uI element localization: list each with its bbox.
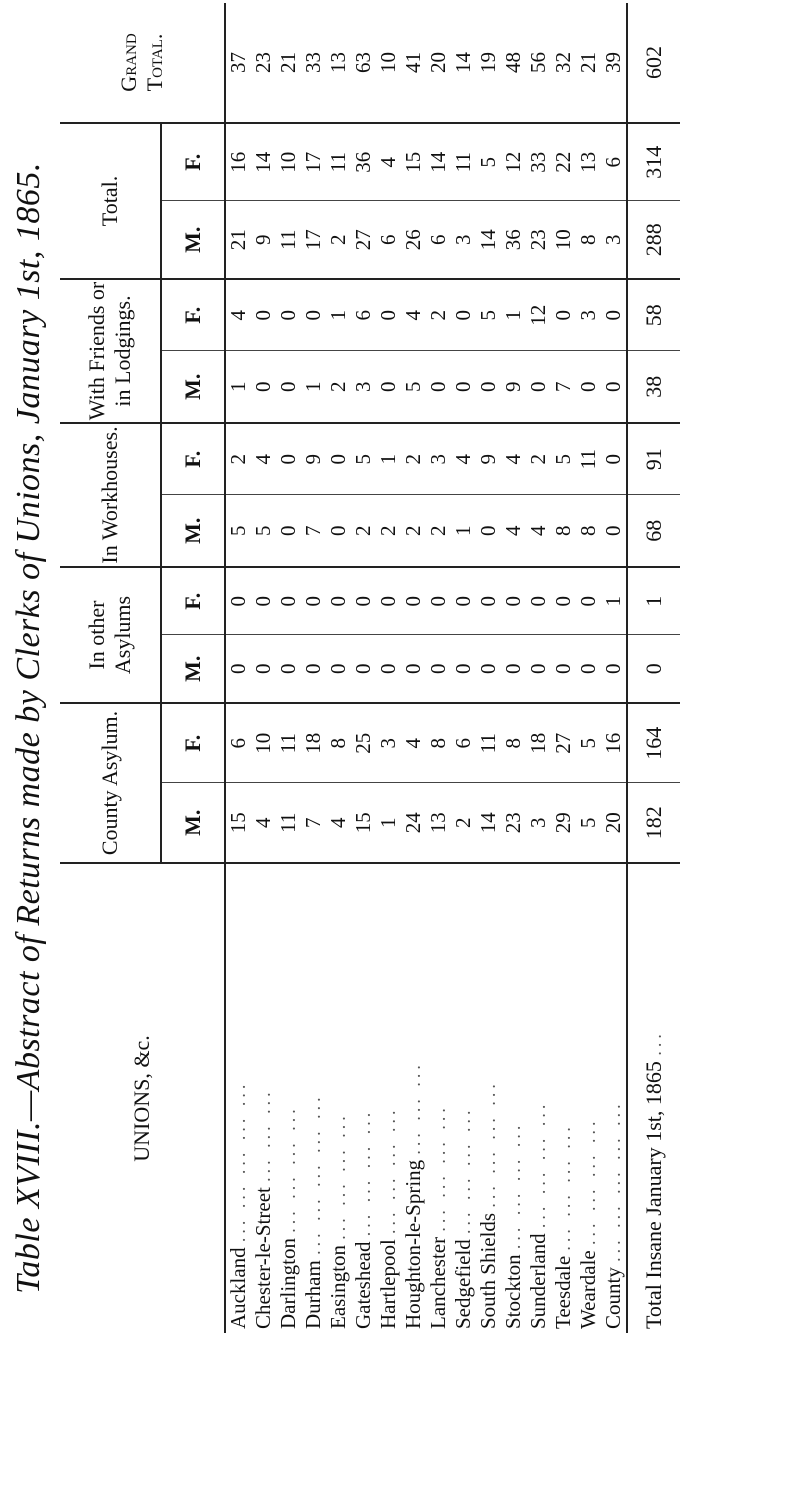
- fr-m-cell: 7: [551, 351, 576, 423]
- fr-f-cell: 4: [225, 279, 251, 351]
- fr-f-cell: 0: [601, 279, 627, 351]
- ca-f-cell: 18: [301, 703, 326, 783]
- fr-f-cell: 5: [476, 279, 501, 351]
- union-name: Sedgefield: [451, 1239, 475, 1329]
- wh-m-cell: 2: [426, 495, 451, 567]
- fr-m-cell: 5: [401, 351, 426, 423]
- oa-m-cell: 0: [501, 635, 526, 703]
- leader-dots: ... ... ... ...: [329, 1112, 349, 1240]
- union-name: Darlington: [276, 1238, 300, 1329]
- union-name: Houghton-le-Spring: [401, 1159, 425, 1329]
- fr-f-cell: 6: [351, 279, 376, 351]
- leader-dots: ... ... ... ...: [354, 1108, 374, 1237]
- fr-f-cell: 3: [576, 279, 601, 351]
- fr-m-cell: 0: [451, 351, 476, 423]
- oa-f-cell: 0: [376, 567, 401, 635]
- friends-header: With Friends or in Lodgings.: [60, 279, 161, 423]
- table-row: [401, 3, 426, 1333]
- leader-dots: ... ... ... ...: [529, 1100, 549, 1229]
- leader-dots: ... ... ... ... ...: [229, 1080, 249, 1243]
- leader-dots: ... ... ... ...: [429, 1104, 449, 1232]
- ca-f-cell: 16: [601, 703, 627, 783]
- table-row: [276, 3, 301, 1333]
- wh-f-cell: 2: [526, 423, 551, 495]
- ca-f-cell: 11: [476, 703, 501, 783]
- ca-f-cell: 11: [276, 703, 301, 783]
- grand-cell: 10: [376, 51, 400, 73]
- total-oa-m: 0: [627, 635, 680, 703]
- leader-dots: ... ... ...: [254, 1088, 274, 1182]
- leader-dots: ... ... ... ...: [504, 1121, 524, 1250]
- total-ca-m: 182: [627, 783, 680, 863]
- total-t-f: 314: [627, 123, 680, 201]
- table-title: Table XVIII.—Abstract of Returns made by Clerks of Unions, January 1st, 1865.: [10, 162, 47, 1294]
- oa-m-header: M.: [161, 635, 225, 703]
- fr-m-cell: 3: [351, 351, 376, 423]
- fr-m-cell: 0: [576, 351, 601, 423]
- table-row: [551, 3, 576, 1333]
- total-label: Total Insane January 1st, 1865: [641, 1061, 666, 1329]
- grand-cell: 20: [426, 51, 450, 73]
- grand-cell: 63: [351, 51, 375, 73]
- union-cell: [251, 863, 276, 1333]
- fr-f-cell: 2: [426, 279, 451, 351]
- wh-f-cell: 9: [476, 423, 501, 495]
- fr-m-cell: 2: [326, 351, 351, 423]
- t-m-cell: 6: [426, 201, 451, 279]
- ca-m-cell: 24: [401, 783, 426, 863]
- oa-m-cell: 0: [326, 635, 351, 703]
- oa-m-cell: 0: [576, 635, 601, 703]
- ca-f-cell: 8: [326, 703, 351, 783]
- oa-f-header: F.: [161, 567, 225, 635]
- union-name: Durham: [301, 1260, 325, 1329]
- ca-f-cell: 25: [351, 703, 376, 783]
- fr-m-cell: 1: [225, 351, 251, 423]
- t-f-cell: 17: [301, 123, 326, 201]
- fr-m-cell: 0: [251, 351, 276, 423]
- wh-m-cell: 2: [351, 495, 376, 567]
- grand-cell: 23: [251, 51, 275, 73]
- oa-f-cell: 0: [526, 567, 551, 635]
- fr-m-cell: 0: [426, 351, 451, 423]
- t-f-cell: 14: [426, 123, 451, 201]
- t-f-cell: 11: [451, 123, 476, 201]
- ca-f-header: F.: [161, 703, 225, 783]
- ca-m-cell: 1: [376, 783, 401, 863]
- wh-m-cell: 8: [576, 495, 601, 567]
- oa-m-cell: 0: [401, 635, 426, 703]
- t-m-cell: 26: [401, 201, 426, 279]
- wh-f-cell: 0: [326, 423, 351, 495]
- fr-f-cell: 0: [301, 279, 326, 351]
- table-row: [251, 3, 276, 1333]
- wh-m-cell: 2: [401, 495, 426, 567]
- wh-m-cell: 8: [551, 495, 576, 567]
- oa-m-cell: 0: [476, 635, 501, 703]
- t-f-cell: 22: [551, 123, 576, 201]
- wh-f-cell: 2: [401, 423, 426, 495]
- oa-m-cell: 0: [351, 635, 376, 703]
- table-row: [301, 3, 326, 1333]
- wh-f-cell: 11: [576, 423, 601, 495]
- fr-m-cell: 0: [276, 351, 301, 423]
- fr-m-cell: 0: [526, 351, 551, 423]
- oa-f-cell: 0: [501, 567, 526, 635]
- fr-m-cell: 0: [476, 351, 501, 423]
- table-row: [326, 3, 351, 1333]
- oa-m-cell: 0: [526, 635, 551, 703]
- oa-f-cell: 0: [326, 567, 351, 635]
- t-m-cell: 3: [451, 201, 476, 279]
- grand-cell: 56: [526, 51, 550, 73]
- ca-f-cell: 6: [451, 703, 476, 783]
- leader-dots: ... ... ... ...: [554, 1123, 574, 1251]
- fr-f-cell: 1: [326, 279, 351, 351]
- leader-dots: ... ... ... ...: [579, 1117, 599, 1245]
- grand-cell: 14: [451, 51, 475, 73]
- oa-f-cell: 0: [451, 567, 476, 635]
- t-m-header: M.: [161, 201, 225, 279]
- grand-cell: 37: [226, 51, 250, 73]
- t-f-cell: 14: [251, 123, 276, 201]
- ca-m-header: M.: [161, 783, 225, 863]
- wh-f-cell: 5: [351, 423, 376, 495]
- wh-f-cell: 0: [601, 423, 627, 495]
- table-row: [526, 3, 551, 1333]
- ca-f-cell: 8: [426, 703, 451, 783]
- fr-f-cell: 12: [526, 279, 551, 351]
- t-f-cell: 16: [225, 123, 251, 201]
- t-m-cell: 10: [551, 201, 576, 279]
- t-m-cell: 8: [576, 201, 601, 279]
- total-wh-f: 91: [627, 423, 680, 495]
- wh-m-cell: 0: [476, 495, 501, 567]
- wh-f-header: F.: [161, 423, 225, 495]
- t-f-header: F.: [161, 123, 225, 201]
- union-cell: [276, 863, 301, 1333]
- t-f-cell: 5: [476, 123, 501, 201]
- t-m-cell: 36: [501, 201, 526, 279]
- grand-total-header: Grand Total.: [60, 3, 225, 123]
- oa-m-cell: 0: [551, 635, 576, 703]
- grand-cell: 39: [601, 51, 625, 73]
- ca-f-cell: 27: [551, 703, 576, 783]
- ca-m-cell: 15: [351, 783, 376, 863]
- wh-f-cell: 4: [251, 423, 276, 495]
- union-cell: [576, 863, 601, 1333]
- union-name: Lanchester: [426, 1236, 450, 1329]
- grand-cell: 21: [276, 51, 300, 73]
- wh-m-cell: 4: [526, 495, 551, 567]
- oa-m-cell: 0: [601, 635, 627, 703]
- ca-f-cell: 4: [401, 703, 426, 783]
- t-f-cell: 33: [526, 123, 551, 201]
- oa-f-cell: 0: [576, 567, 601, 635]
- union-cell: [351, 863, 376, 1333]
- union-cell: [225, 863, 251, 1333]
- t-f-cell: 13: [576, 123, 601, 201]
- grand-cell: 13: [326, 51, 350, 73]
- total-fr-f: 58: [627, 279, 680, 351]
- wh-m-cell: 1: [451, 495, 476, 567]
- fr-f-cell: 4: [401, 279, 426, 351]
- t-f-cell: 36: [351, 123, 376, 201]
- leader-dots: ... ... ... ...: [379, 1106, 399, 1234]
- union-name: South Shields: [476, 1212, 500, 1329]
- grand-cell: 19: [476, 51, 500, 73]
- leader-dots: ... ... ... ... ...: [604, 1100, 624, 1262]
- oa-m-cell: 0: [451, 635, 476, 703]
- union-cell: [326, 863, 351, 1333]
- union-name: Weardale: [576, 1250, 600, 1329]
- t-m-cell: 17: [301, 201, 326, 279]
- unions-header: UNIONS, &c.: [60, 863, 225, 1333]
- total-oa-f: 1: [627, 567, 680, 635]
- table-row: [376, 3, 401, 1333]
- t-f-cell: 6: [601, 123, 627, 201]
- t-m-cell: 6: [376, 201, 401, 279]
- wh-m-cell: 0: [276, 495, 301, 567]
- table-row: [501, 3, 526, 1333]
- fr-f-header: F.: [161, 279, 225, 351]
- table-row: [601, 3, 627, 1333]
- wh-m-cell: 2: [376, 495, 401, 567]
- fr-m-cell: 9: [501, 351, 526, 423]
- leader-dots: ... ... ...: [404, 1061, 424, 1155]
- t-m-cell: 9: [251, 201, 276, 279]
- ca-f-cell: 5: [576, 703, 601, 783]
- total-row: [627, 3, 680, 1333]
- ca-f-cell: 18: [526, 703, 551, 783]
- union-name: Easington: [326, 1245, 350, 1329]
- ca-f-cell: 3: [376, 703, 401, 783]
- ca-m-cell: 29: [551, 783, 576, 863]
- union-cell: [476, 863, 501, 1333]
- wh-f-cell: 5: [551, 423, 576, 495]
- total-fr-m: 38: [627, 351, 680, 423]
- leader-dots: ... ... ... ...: [279, 1105, 299, 1233]
- ca-m-cell: 4: [251, 783, 276, 863]
- union-cell: [401, 863, 426, 1333]
- wh-m-cell: 5: [225, 495, 251, 567]
- leader-dots: ... ... ... ...: [454, 1106, 474, 1234]
- leader-dots: ... ... ... ... ...: [304, 1093, 324, 1255]
- ca-m-cell: 4: [326, 783, 351, 863]
- fr-f-cell: 0: [551, 279, 576, 351]
- total-wh-m: 68: [627, 495, 680, 567]
- union-cell: [601, 863, 627, 1333]
- ca-m-cell: 7: [301, 783, 326, 863]
- wh-f-cell: 4: [501, 423, 526, 495]
- oa-f-cell: 0: [276, 567, 301, 635]
- fr-f-cell: 0: [451, 279, 476, 351]
- oa-m-cell: 0: [276, 635, 301, 703]
- leader-dots: ... ... ... ...: [479, 1080, 499, 1208]
- ca-m-cell: 14: [476, 783, 501, 863]
- ca-m-cell: 3: [526, 783, 551, 863]
- union-cell: [376, 863, 401, 1333]
- leader-dots: ...: [645, 1030, 665, 1056]
- other-asylums-header: In other Asylums: [60, 567, 161, 703]
- t-f-cell: 15: [401, 123, 426, 201]
- oa-f-cell: 0: [251, 567, 276, 635]
- union-name: Sunderland: [526, 1233, 550, 1329]
- oa-f-cell: 0: [476, 567, 501, 635]
- oa-f-cell: 1: [601, 567, 627, 635]
- t-f-cell: 4: [376, 123, 401, 201]
- total-grand: 602: [627, 3, 680, 123]
- fr-f-cell: 0: [276, 279, 301, 351]
- table-row: [451, 3, 476, 1333]
- ca-m-cell: 15: [225, 783, 251, 863]
- union-cell: [426, 863, 451, 1333]
- fr-f-cell: 0: [376, 279, 401, 351]
- oa-f-cell: 0: [551, 567, 576, 635]
- union-cell: [526, 863, 551, 1333]
- total-header: Total.: [60, 123, 161, 279]
- grand-cell: 48: [501, 51, 525, 73]
- table-row: [476, 3, 501, 1333]
- union-name: Teesdale: [551, 1255, 575, 1329]
- ca-m-cell: 2: [451, 783, 476, 863]
- table-row: [351, 3, 376, 1333]
- union-cell: [501, 863, 526, 1333]
- wh-f-cell: 0: [276, 423, 301, 495]
- fr-m-header: M.: [161, 351, 225, 423]
- ca-m-cell: 23: [501, 783, 526, 863]
- wh-m-cell: 0: [326, 495, 351, 567]
- ca-f-cell: 10: [251, 703, 276, 783]
- ca-f-cell: 8: [501, 703, 526, 783]
- ca-m-cell: 20: [601, 783, 627, 863]
- t-m-cell: 23: [526, 201, 551, 279]
- fr-m-cell: 1: [301, 351, 326, 423]
- county-asylum-header: County Asylum.: [60, 703, 161, 863]
- oa-m-cell: 0: [301, 635, 326, 703]
- fr-m-cell: 0: [601, 351, 627, 423]
- wh-m-header: M.: [161, 495, 225, 567]
- total-ca-f: 164: [627, 703, 680, 783]
- fr-f-cell: 0: [251, 279, 276, 351]
- oa-f-cell: 0: [426, 567, 451, 635]
- total-t-m: 288: [627, 201, 680, 279]
- oa-f-cell: 0: [225, 567, 251, 635]
- ca-m-cell: 11: [276, 783, 301, 863]
- wh-f-cell: 2: [225, 423, 251, 495]
- total-label-cell: [627, 863, 680, 1333]
- wh-m-cell: 0: [601, 495, 627, 567]
- wh-f-cell: 3: [426, 423, 451, 495]
- grand-cell: 32: [551, 51, 575, 73]
- grand-cell: 41: [401, 51, 425, 73]
- union-name: County: [601, 1267, 625, 1329]
- oa-f-cell: 0: [351, 567, 376, 635]
- t-f-cell: 10: [276, 123, 301, 201]
- union-cell: [451, 863, 476, 1333]
- union-name: Stockton: [501, 1254, 525, 1329]
- union-cell: [301, 863, 326, 1333]
- t-m-cell: 21: [225, 201, 251, 279]
- wh-f-cell: 1: [376, 423, 401, 495]
- oa-f-cell: 0: [301, 567, 326, 635]
- t-m-cell: 11: [276, 201, 301, 279]
- t-m-cell: 2: [326, 201, 351, 279]
- oa-m-cell: 0: [426, 635, 451, 703]
- union-name: Gateshead: [351, 1241, 375, 1329]
- t-m-cell: 14: [476, 201, 501, 279]
- union-name: Auckland: [226, 1247, 250, 1329]
- ca-m-cell: 13: [426, 783, 451, 863]
- wh-m-cell: 7: [301, 495, 326, 567]
- grand-cell: 21: [576, 51, 600, 73]
- table-row: [576, 3, 601, 1333]
- ca-m-cell: 5: [576, 783, 601, 863]
- union-name: Hartlepool: [376, 1239, 400, 1329]
- union-cell: [551, 863, 576, 1333]
- wh-m-cell: 5: [251, 495, 276, 567]
- table-row: [426, 3, 451, 1333]
- table-row: [225, 3, 251, 1333]
- t-f-cell: 11: [326, 123, 351, 201]
- oa-m-cell: 0: [251, 635, 276, 703]
- grand-cell: 33: [301, 51, 325, 73]
- fr-m-cell: 0: [376, 351, 401, 423]
- workhouses-header: In Workhouses.: [60, 423, 161, 567]
- oa-m-cell: 0: [376, 635, 401, 703]
- t-m-cell: 3: [601, 201, 627, 279]
- oa-f-cell: 0: [401, 567, 426, 635]
- t-m-cell: 27: [351, 201, 376, 279]
- union-name: Chester-le-Street: [251, 1187, 275, 1329]
- abstract-table: [60, 3, 680, 1333]
- wh-f-cell: 4: [451, 423, 476, 495]
- wh-m-cell: 4: [501, 495, 526, 567]
- t-f-cell: 12: [501, 123, 526, 201]
- ca-f-cell: 6: [225, 703, 251, 783]
- wh-f-cell: 9: [301, 423, 326, 495]
- oa-m-cell: 0: [225, 635, 251, 703]
- fr-f-cell: 1: [501, 279, 526, 351]
